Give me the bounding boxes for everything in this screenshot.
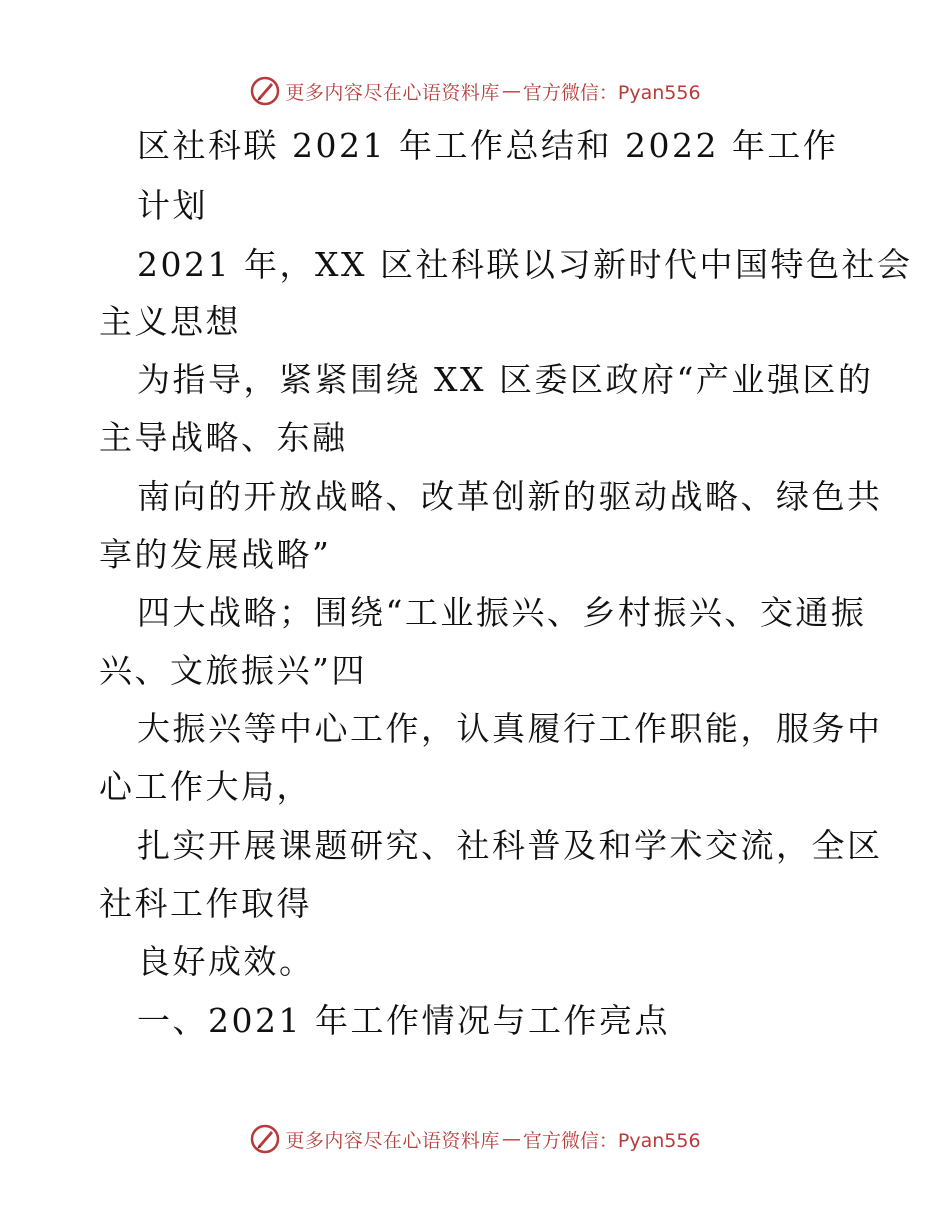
paragraph-line: 2021 年，XX 区社科联以习新时代中国特色社会 <box>137 245 913 284</box>
paragraph-line: 心工作大局， <box>99 767 312 806</box>
paragraph-line: 南向的开放战略、改革创新的驱动战略、绿色共 <box>137 477 883 516</box>
watermark-contact: 官方微信：Pyan556 <box>522 81 701 104</box>
watermark-text: 更多内容尽在心语资料库 <box>285 1129 500 1152</box>
paragraph-line: 为指导，紧紧围绕 XX 区委区政府“产业强区的 <box>137 360 874 399</box>
paragraph-line: 良好成效。 <box>137 942 315 981</box>
watermark-dash: — <box>501 80 521 102</box>
watermark-dash: — <box>501 1128 521 1150</box>
paragraph-line: 四大战略；围绕“工业振兴、乡村振兴、交通振 <box>137 593 867 632</box>
watermark-contact: 官方微信：Pyan556 <box>522 1129 701 1152</box>
footer-watermark <box>0 1122 950 1156</box>
document-title-line-1: 区社科联 2021 年工作总结和 2022 年工作 <box>137 126 839 165</box>
document-title-line-2: 计划 <box>137 186 208 225</box>
section-heading: 一、2021 年工作情况与工作亮点 <box>137 1001 670 1040</box>
paragraph-line: 扎实开展课题研究、社科普及和学术交流，全区 <box>137 826 883 865</box>
quill-logo-icon <box>249 1123 281 1155</box>
paragraph-line: 社科工作取得 <box>99 884 312 923</box>
paragraph-line: 大振兴等中心工作，认真履行工作职能，服务中 <box>137 709 883 748</box>
watermark-text: 更多内容尽在心语资料库 <box>285 81 500 104</box>
paragraph-line: 主导战略、东融 <box>99 418 348 457</box>
paragraph-line: 兴、文旅振兴”四 <box>99 651 367 690</box>
paragraph-line: 主义思想 <box>99 302 241 341</box>
paragraph-line: 享的发展战略” <box>99 535 332 574</box>
